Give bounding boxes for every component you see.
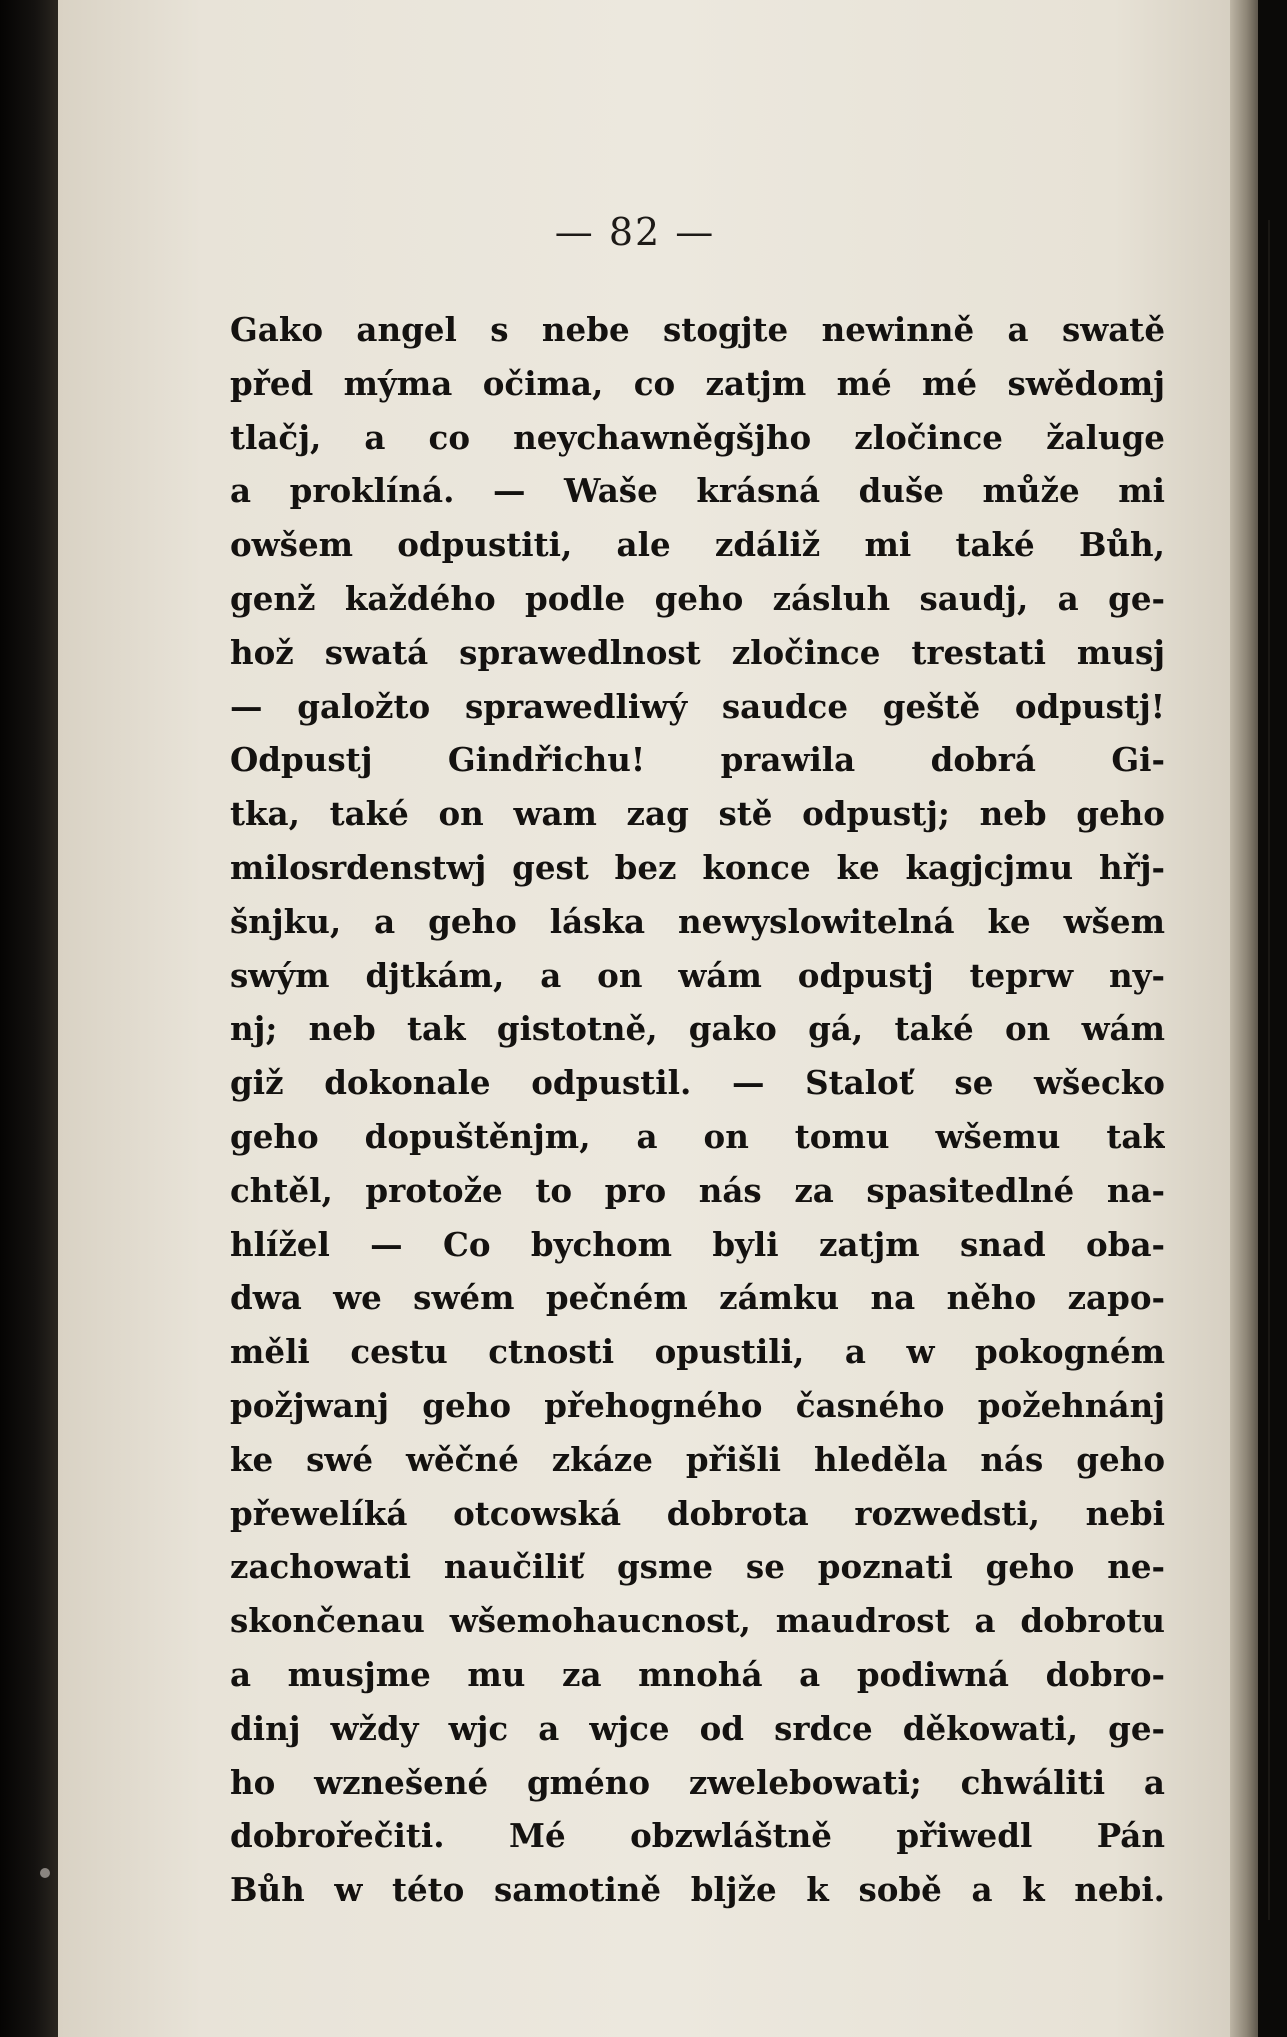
text-line: hlížel — Co bychom byli zatjm snad oba- <box>230 1224 1165 1264</box>
text-line: ke swé wěčné zkáze přišli hleděla nás geho <box>230 1439 1165 1479</box>
page-number: — 82 — <box>554 210 716 254</box>
text-line: přewelíká otcowská dobrota rozwedsti, nebi <box>230 1493 1165 1533</box>
text-line: nj; neb tak gistotně, gako gá, také on wám <box>230 1009 1165 1049</box>
text-line: chtěl, protože to pro nás za spasitedlné na- <box>230 1170 1165 1210</box>
text-line: genž každého podle geho zásluh saudj, a ge- <box>230 578 1165 618</box>
text-line: geho dopuštěnjm, a on tomu wšemu tak <box>230 1116 1165 1156</box>
text-line: a proklíná. — Waše krásná duše může mi <box>230 471 1165 511</box>
text-line: před mýma očima, co zatjm mé mé swědomj <box>230 363 1165 403</box>
text-line: dinj wždy wjc a wjce od srdce děkowati, ge- <box>230 1708 1165 1748</box>
text-line: giž dokonale odpustil. — Staloť se wšecko <box>230 1063 1165 1103</box>
text-line: dobrořečiti. Mé obzwláštně přiwedl Pán <box>230 1816 1165 1856</box>
page-edge <box>1230 0 1258 2037</box>
text-line: měli cestu ctnosti opustili, a w pokogném <box>230 1332 1165 1372</box>
text-line: požjwanj geho přehogného časného požehnánj <box>230 1385 1165 1425</box>
text-line: owšem odpustiti, ale zdáliž mi také Bůh, <box>230 525 1165 565</box>
text-line: Odpustj Gindřichu! prawila dobrá Gi- <box>230 740 1165 780</box>
body-text <box>230 303 1165 1917</box>
text-line: swým djtkám, a on wám odpustj teprw ny- <box>230 955 1165 995</box>
text-line: zachowati naučiliť gsme se poznati geho ne- <box>230 1547 1165 1587</box>
text-line: — galožto sprawedliwý saudce geště odpustj! <box>230 686 1165 726</box>
text-line: tka, také on wam zag stě odpustj; neb geho <box>230 794 1165 834</box>
text-line: Gako angel s nebe stogjte newinně a swatě <box>230 310 1165 349</box>
scan-speck <box>40 1868 50 1878</box>
text-line: a musjme mu za mnohá a podiwná dobro- <box>230 1654 1165 1694</box>
text-line: dwa we swém pečném zámku na něho zapo- <box>230 1278 1165 1318</box>
text-line: skončenau wšemohaucnost, maudrost a dobrotu <box>230 1601 1165 1641</box>
text-line: Bůh w této samotině bljže k sobě a k nebi. <box>230 1870 1165 1910</box>
page-edge-line <box>1268 220 1270 1920</box>
text-line: hož swatá sprawedlnost zločince trestati musj <box>230 632 1165 672</box>
text-line: tlačj, a co neychawněgšjho zločince žaluge <box>230 417 1165 457</box>
text-line: milosrdenstwj gest bez konce ke kagjcjmu hřj- <box>230 847 1165 887</box>
text-line: ho wznešené gméno zwelebowati; chwáliti a <box>230 1762 1165 1802</box>
book-spine-shadow <box>0 0 58 2037</box>
text-line: šnjku, a geho láska newyslowitelná ke wšem <box>230 901 1165 941</box>
